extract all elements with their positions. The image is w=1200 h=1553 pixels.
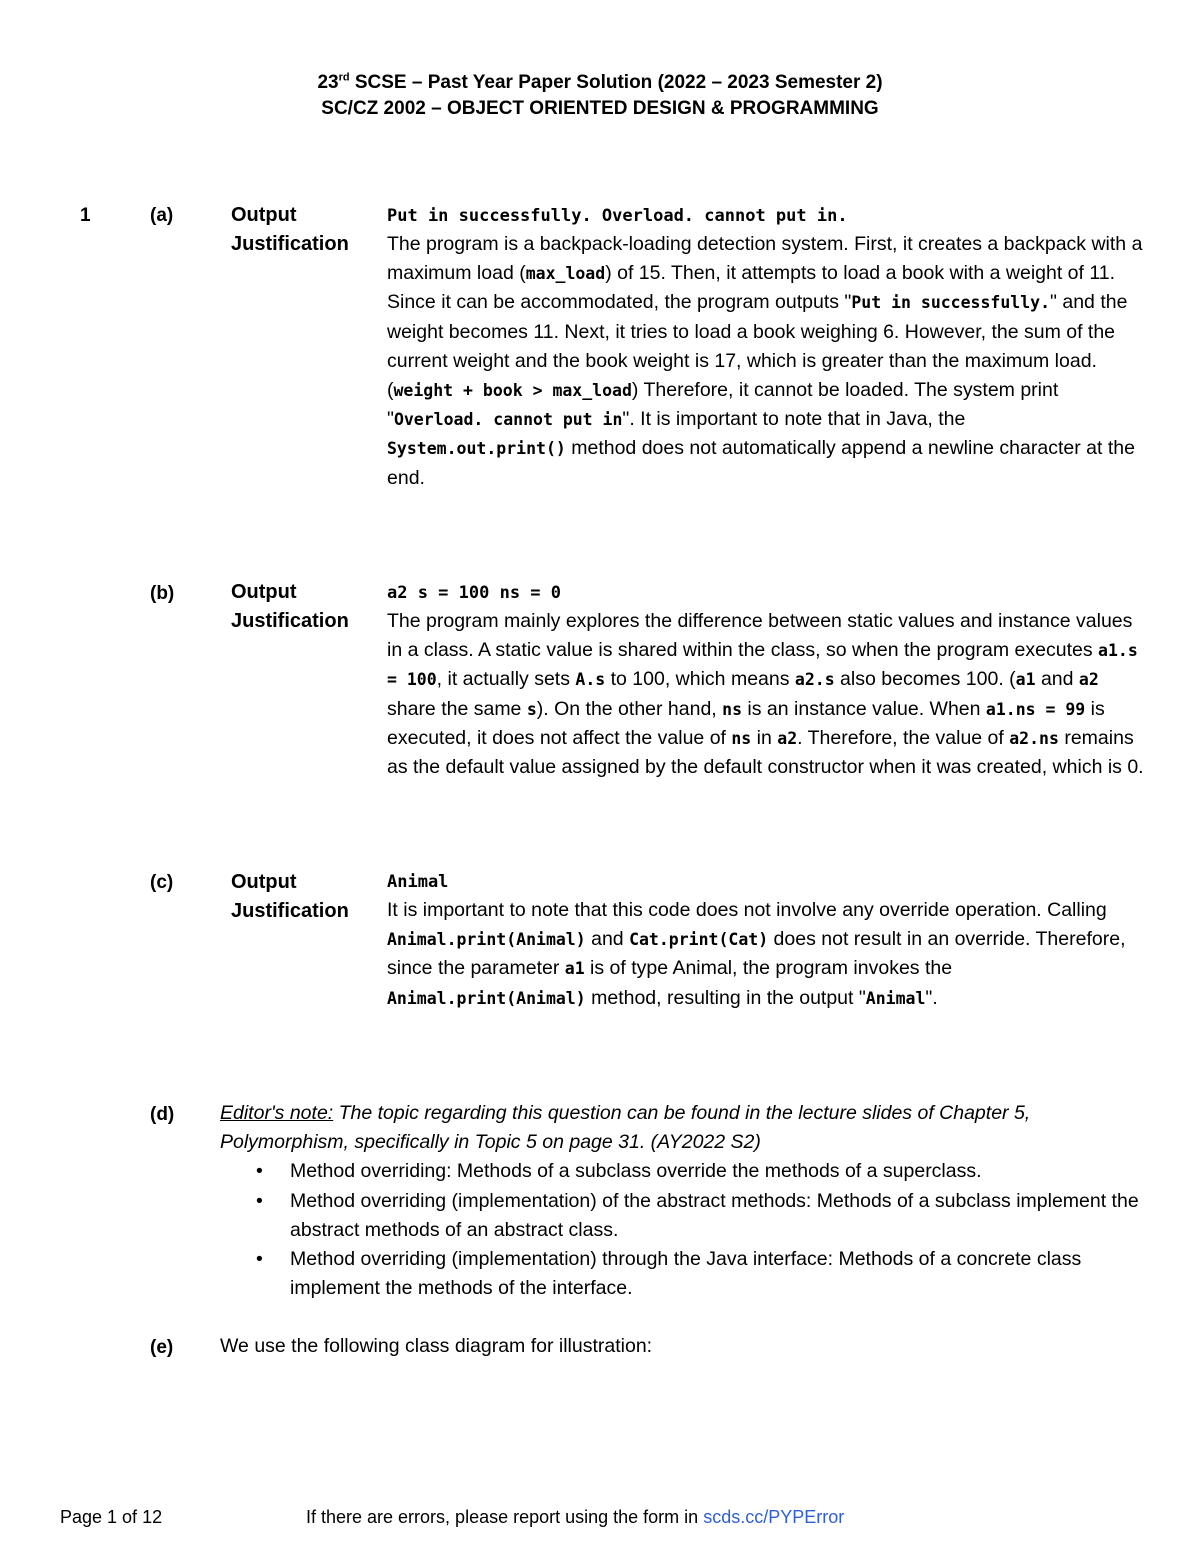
part-b-justification: The program mainly explores the difference between static values and instance values in a class. A static value is shared within the class, so when the program executes a1.s = 100, it actually sets A.s to 100, which means a2.s also becomes 100. (a1 and a2 share the same s). On the other hand, ns is an instance value. When a1.ns = 99 is executed, it does not affect the value of ns in a2. Therefore, the value of a2.ns remains as the default value assigned by the default constructor when it was created, which is 0. [387,610,1144,779]
part-e-text: We use the following class diagram for illustration: [220,1335,653,1357]
bullet-icon: • [256,1160,263,1183]
part-b-label: (b) [150,583,175,604]
error-report-note: If there are errors, please report using the form in scds.cc/PYPError [306,1507,845,1527]
part-b-output-label: Output [231,581,297,603]
part-d-content [220,1099,1150,1303]
part-c-label: (c) [150,872,174,893]
part-a-label: (a) [150,205,174,226]
part-c-justification: It is important to note that this code does not involve any override operation. Calling Animal.print(Animal) and Cat.print(Cat) does not result in an override. Therefore, since the parameter a1 is of type Animal, the program invokes the Animal.print(Animal) method, resulting in the output "Animal". [387,899,1126,1009]
list-item: • Method overriding (implementation) through the Java interface: Methods of a concrete class implement the methods of the interface. [220,1245,1150,1303]
editors-note-text: The topic regarding this question can be found in the lecture slides of Chapter 5, Polymorphism, specifically in Topic 5 on page 31. (AY2022 S2) [220,1102,1031,1154]
part-a-justification: The program is a backpack-loading detection system. First, it creates a backpack with a maximum load (max_load) of 15. Then, it attempts to load a book with a weight of 11. Since it can be accommodated, the program outputs "Put in successfully." and the weight becomes 11. Next, it tries to load a book weighing 6. However, the sum of the current weight and the book weight is 17, which is greater than the maximum load. (weight + book > max_load) Therefore, it cannot be loaded. The system print "Overload. cannot put in". It is important to note that in Java, the System.out.print() method does not automatically append a newline character at the end. [387,233,1143,489]
part-d-label: (d) [150,1104,175,1125]
part-b-output: a2 s = 100 ns = 0 [387,583,561,603]
part-a-output: Put in successfully. Overload. cannot put in. [387,206,848,226]
list-item: • Method overriding: Methods of a subclass override the methods of a superclass. [220,1157,1150,1186]
question-number: 1 [80,205,91,226]
bullet-icon: • [256,1248,263,1271]
part-e-label: (e) [150,1337,174,1358]
editors-note [220,1099,1150,1157]
part-b-justification-label: Justification [231,610,349,632]
course-title: SC/CZ 2002 – OBJECT ORIENTED DESIGN & PROGRAMMING [321,98,879,119]
editors-note-label: Editor's note: [220,1102,334,1124]
part-c-output: Animal [387,872,449,892]
page-number: Page 1 of 12 [60,1507,163,1527]
list-item: • Method overriding (implementation) of the abstract methods: Methods of a subclass implement the abstract methods of an abstract class. [220,1187,1150,1245]
page-title: 23rd SCSE – Past Year Paper Solution (2022 – 2023 Semester 2) [317,71,883,93]
part-c-justification-label: Justification [231,900,349,922]
part-a-output-label: Output [231,204,297,226]
bullet-icon: • [256,1189,263,1212]
error-report-link[interactable]: scds.cc/PYPError [703,1507,845,1527]
override-list [220,1157,1150,1303]
part-c-output-label: Output [231,871,297,893]
part-a-justification-label: Justification [231,233,349,255]
